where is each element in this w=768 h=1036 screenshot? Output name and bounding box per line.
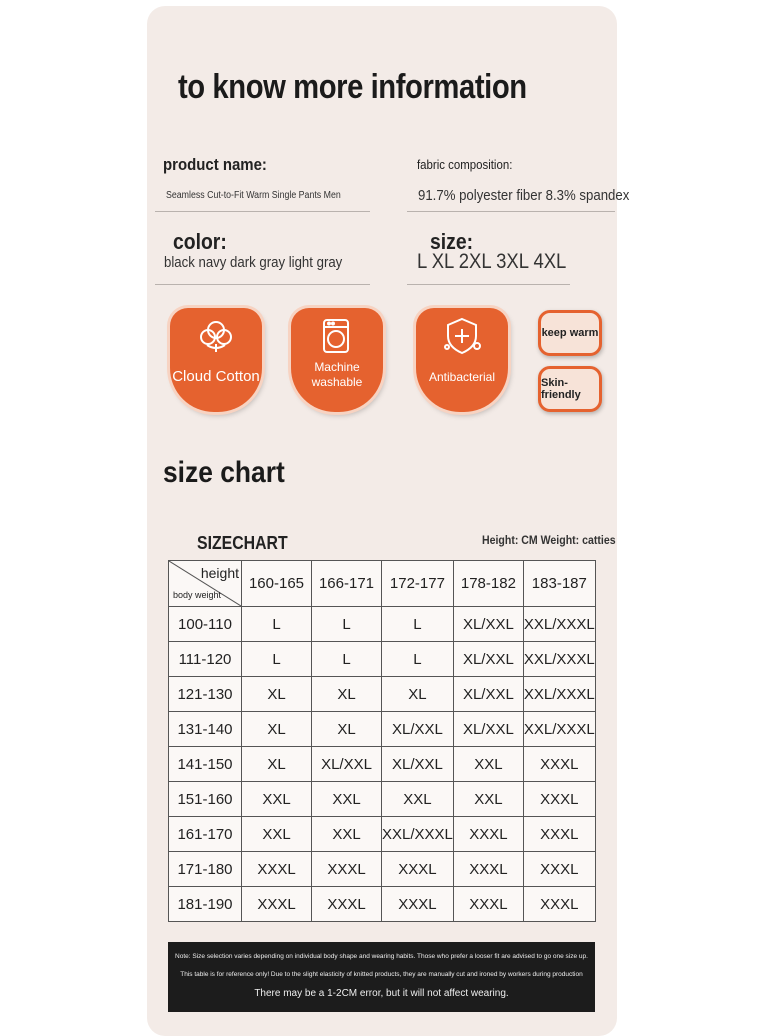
size-cell: XL bbox=[242, 747, 312, 782]
table-row bbox=[169, 747, 596, 782]
note-line-3: There may be a 1-2CM error, but it will not affect wearing. bbox=[254, 988, 509, 999]
weight-cell: 111-120 bbox=[169, 642, 242, 677]
size-cell: XL/XXL bbox=[453, 712, 523, 747]
weight-cell: 171-180 bbox=[169, 852, 242, 887]
color-value: black navy dark gray light gray bbox=[164, 254, 343, 271]
table-row bbox=[169, 887, 596, 922]
column-header: 183-187 bbox=[523, 561, 595, 607]
size-cell: XXXL bbox=[523, 782, 595, 817]
pill-keep-warm: keep warm bbox=[538, 310, 602, 356]
size-cell: XXXL bbox=[453, 852, 523, 887]
badge-cloud-cotton bbox=[170, 308, 262, 412]
weight-cell: 161-170 bbox=[169, 817, 242, 852]
size-cell: L bbox=[242, 607, 312, 642]
size-cell: XL bbox=[242, 677, 312, 712]
fabric-label: fabric composition: bbox=[417, 157, 513, 172]
size-cell: XXL bbox=[242, 782, 312, 817]
note-box bbox=[168, 942, 595, 1012]
size-cell: XL/XXL bbox=[453, 642, 523, 677]
size-cell: XL bbox=[312, 712, 382, 747]
size-chart-title: SIZECHART bbox=[197, 533, 288, 553]
size-cell: L bbox=[382, 607, 454, 642]
washing-machine-icon bbox=[321, 318, 351, 354]
badge-machine-washable bbox=[291, 308, 383, 412]
weight-cell: 151-160 bbox=[169, 782, 242, 817]
table-row bbox=[169, 607, 596, 642]
size-chart-heading: size chart bbox=[163, 456, 285, 489]
size-cell: XXXL bbox=[312, 887, 382, 922]
size-cell: L bbox=[312, 642, 382, 677]
note-line-2: This table is for reference only! Due to the slight elasticity of knitted products, they are manually cut and ironed by workers during production bbox=[180, 971, 583, 978]
size-cell: XXL/XXXL bbox=[523, 642, 595, 677]
units-note: Height: CM Weight: catties bbox=[482, 533, 616, 547]
table-row bbox=[169, 782, 596, 817]
divider bbox=[407, 284, 570, 285]
size-cell: XXXL bbox=[312, 852, 382, 887]
column-header: 166-171 bbox=[312, 561, 382, 607]
shield-plus-icon bbox=[442, 316, 482, 356]
weight-cell: 141-150 bbox=[169, 747, 242, 782]
column-header: 160-165 bbox=[242, 561, 312, 607]
note-line-1: Note: Size selection varies depending on individual body shape and wearing habits. Those who prefer a looser fit are advised to go one size up. bbox=[175, 953, 588, 960]
fabric-value: 91.7% polyester fiber 8.3% spandex bbox=[418, 187, 630, 204]
size-cell: L bbox=[382, 642, 454, 677]
table-row bbox=[169, 712, 596, 747]
weight-axis-label: body weight bbox=[173, 590, 222, 600]
table-row bbox=[169, 852, 596, 887]
badge-antibacterial bbox=[416, 308, 508, 412]
divider bbox=[407, 211, 615, 212]
badge-label: Antibacterial bbox=[428, 370, 496, 384]
size-cell: L bbox=[242, 642, 312, 677]
weight-cell: 100-110 bbox=[169, 607, 242, 642]
size-cell: XXL/XXXL bbox=[523, 712, 595, 747]
size-cell: XXL bbox=[242, 817, 312, 852]
size-cell: XXL/XXXL bbox=[523, 677, 595, 712]
size-cell: XXXL bbox=[453, 817, 523, 852]
size-cell: XL bbox=[242, 712, 312, 747]
size-cell: XXL bbox=[453, 782, 523, 817]
size-cell: XXL/XXXL bbox=[523, 607, 595, 642]
corner-cell bbox=[169, 561, 242, 607]
table-row bbox=[169, 677, 596, 712]
size-cell: XXL/XXXL bbox=[382, 817, 454, 852]
size-cell: XL/XXL bbox=[312, 747, 382, 782]
weight-cell: 181-190 bbox=[169, 887, 242, 922]
size-cell: XL bbox=[312, 677, 382, 712]
size-cell: XL/XXL bbox=[453, 677, 523, 712]
size-cell: XXL bbox=[312, 817, 382, 852]
height-axis-label: height bbox=[200, 565, 239, 581]
size-cell: XXXL bbox=[382, 887, 454, 922]
badge-label-line1: Machine bbox=[314, 360, 360, 374]
product-name-value: Seamless Cut-to-Fit Warm Single Pants Men bbox=[166, 190, 341, 201]
column-header: 172-177 bbox=[382, 561, 454, 607]
size-cell: XXL bbox=[453, 747, 523, 782]
size-cell: XL/XXL bbox=[453, 607, 523, 642]
divider bbox=[155, 211, 370, 212]
badge-label-line2: washable bbox=[311, 375, 363, 389]
size-cell: XXL bbox=[382, 782, 454, 817]
size-cell: XL bbox=[382, 677, 454, 712]
cotton-icon bbox=[197, 318, 235, 354]
size-cell: XXXL bbox=[382, 852, 454, 887]
size-cell: XXXL bbox=[242, 887, 312, 922]
size-label: size: bbox=[430, 229, 474, 254]
badge-label: Cloud Cotton bbox=[172, 368, 260, 385]
table-header-row bbox=[169, 561, 596, 607]
size-table bbox=[168, 560, 596, 922]
size-value: L XL 2XL 3XL 4XL bbox=[417, 250, 567, 273]
table-row bbox=[169, 817, 596, 852]
pill-skin-friendly: Skin-friendly bbox=[538, 366, 602, 412]
size-cell: XXL bbox=[312, 782, 382, 817]
divider bbox=[155, 284, 370, 285]
weight-cell: 121-130 bbox=[169, 677, 242, 712]
size-cell: XXXL bbox=[523, 887, 595, 922]
table-row bbox=[169, 642, 596, 677]
size-cell: XXXL bbox=[523, 817, 595, 852]
size-cell: XL/XXL bbox=[382, 747, 454, 782]
weight-cell: 131-140 bbox=[169, 712, 242, 747]
product-name-label: product name: bbox=[163, 155, 267, 174]
page-title: to know more information bbox=[178, 68, 527, 106]
size-cell: L bbox=[312, 607, 382, 642]
size-cell: XXXL bbox=[523, 852, 595, 887]
size-cell: XXXL bbox=[453, 887, 523, 922]
color-label: color: bbox=[173, 229, 227, 254]
size-cell: XXXL bbox=[242, 852, 312, 887]
size-cell: XXXL bbox=[523, 747, 595, 782]
column-header: 178-182 bbox=[453, 561, 523, 607]
size-cell: XL/XXL bbox=[382, 712, 454, 747]
